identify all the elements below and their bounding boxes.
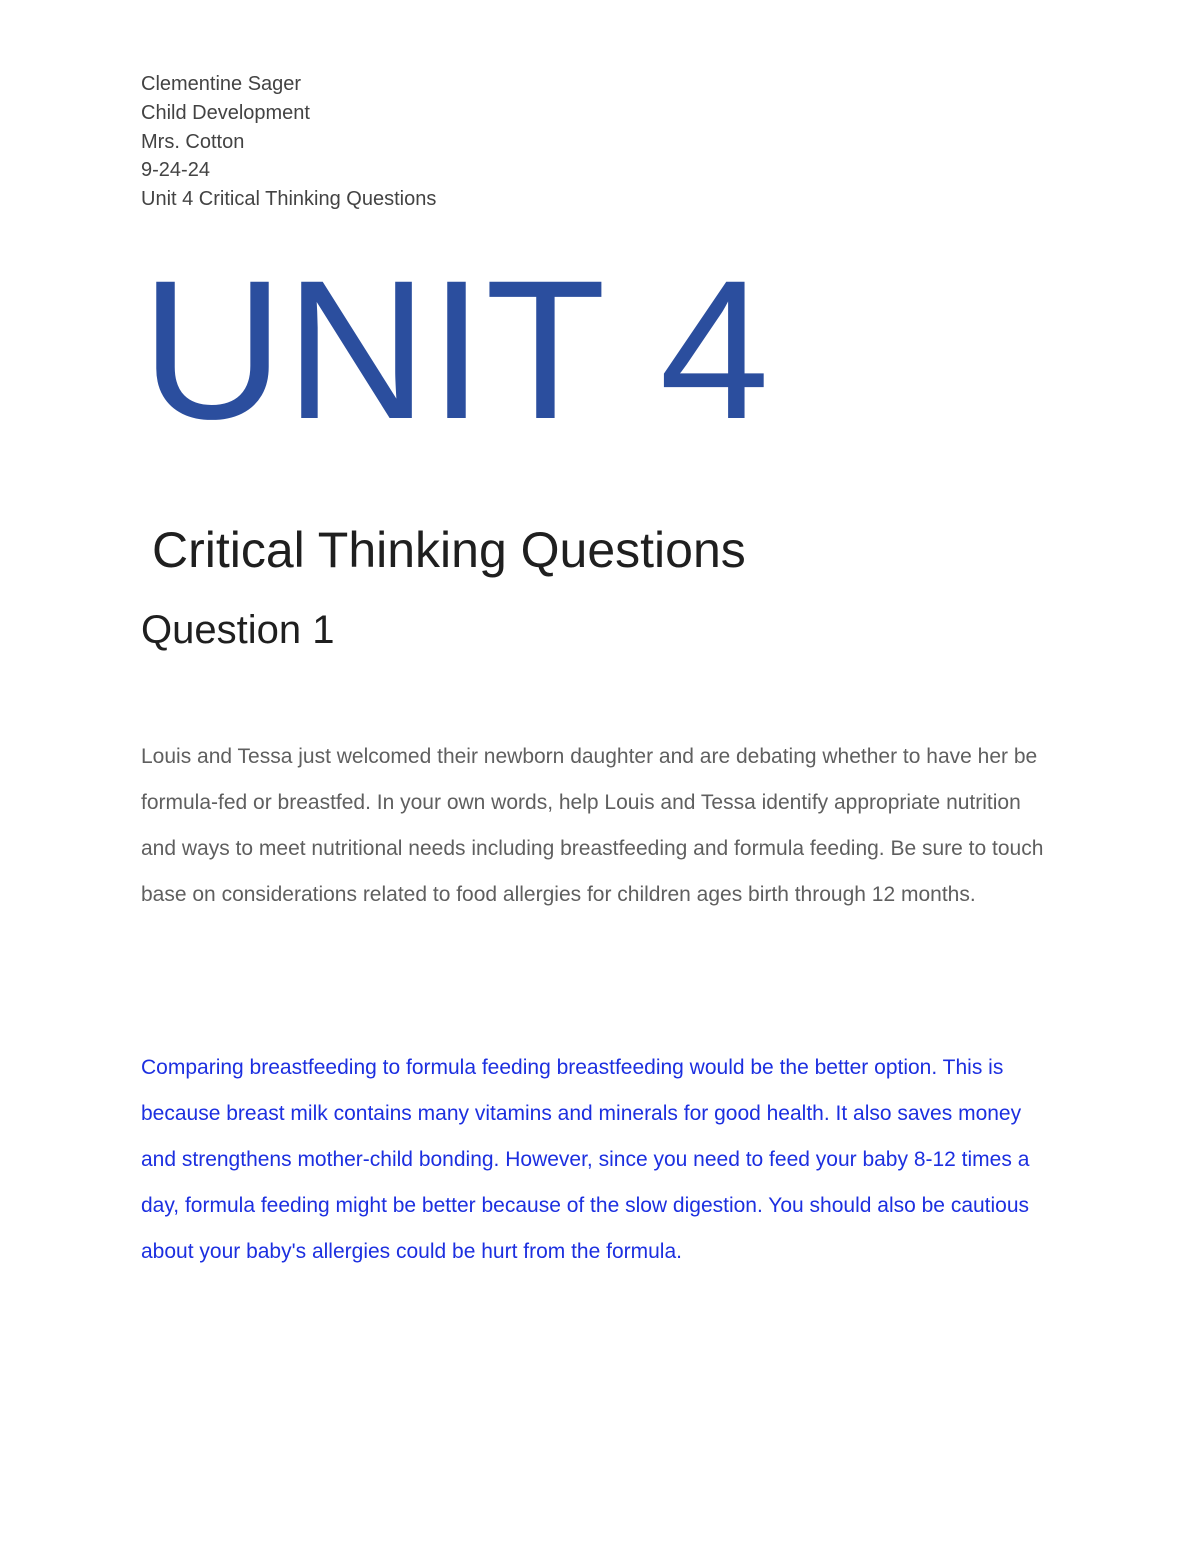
page-subtitle: Critical Thinking Questions <box>152 522 746 578</box>
document-date: 9-24-24 <box>141 159 210 182</box>
teacher-name: Mrs. Cotton <box>141 130 245 153</box>
document-header <box>141 70 841 214</box>
question-prompt: Louis and Tessa just welcomed their newborn daughter and are debating whether to have her be formula-fed or breastfed. In your own words, help Louis and Tessa identify appropriate nutrition and ways to meet nutritional needs including breastfeeding and formula feeding. Be sure to touch base on considerations related to food allergies for children ages birth through 12 months. <box>141 745 1044 906</box>
question-heading: Question 1 <box>141 608 335 652</box>
assignment-name: Unit 4 Critical Thinking Questions <box>141 188 437 211</box>
student-name: Clementine Sager <box>141 73 302 95</box>
question-answer: Comparing breastfeeding to formula feeding breastfeeding would be the better option. This is because breast milk contains many vitamins and minerals for good health. It also saves money and strengthens mother-child bonding. However, since you need to feed your baby 8-12 times a day, formula feeding might be better because of the slow digestion. You should also be cautious about your baby's allergies could be hurt from the formula. <box>141 1056 1030 1263</box>
page-title: UNIT 4 <box>141 239 771 460</box>
course-name: Child Development <box>141 101 310 124</box>
